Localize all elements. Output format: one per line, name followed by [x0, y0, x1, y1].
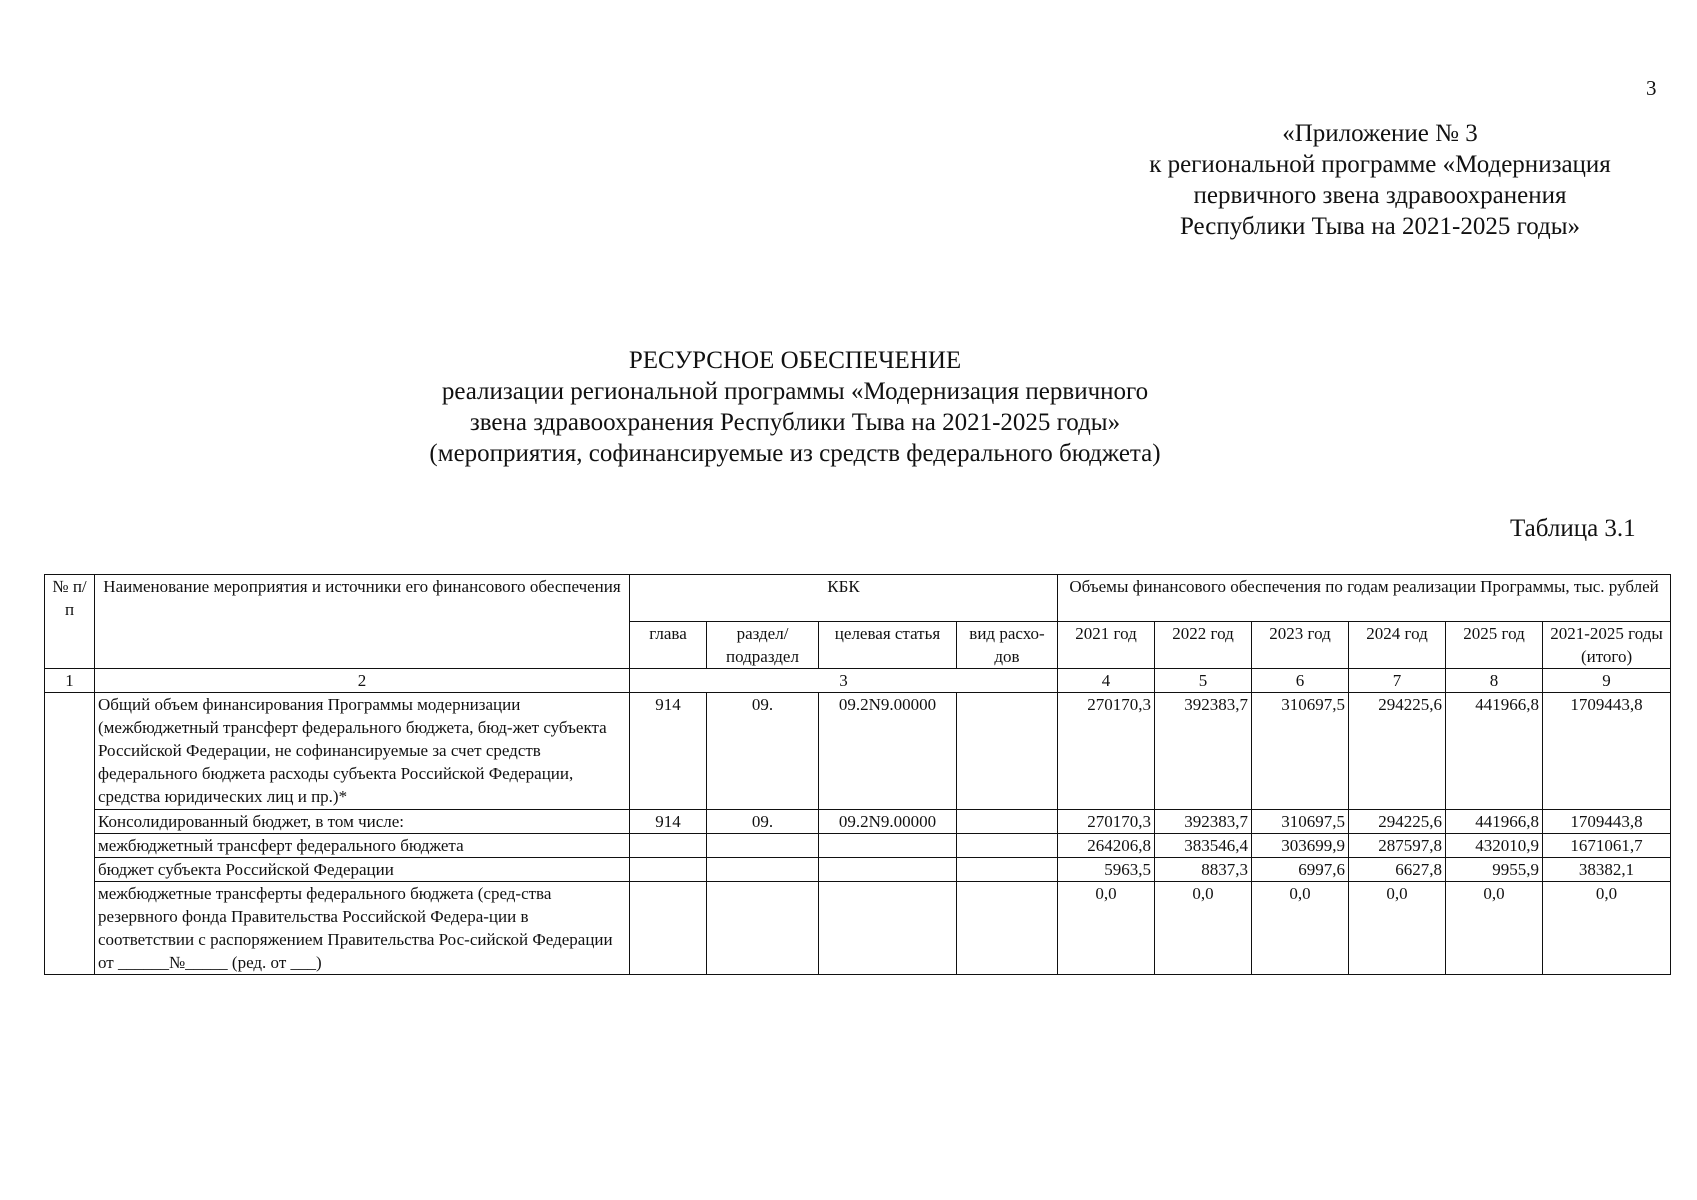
- row-2023: 303699,9: [1252, 834, 1349, 858]
- table-row: [45, 882, 1671, 975]
- title-line: (мероприятия, софинансируемые из средств федерального бюджета): [429, 440, 1161, 467]
- row-total: 1671061,7: [1543, 834, 1671, 858]
- row-celevaya: [819, 858, 957, 882]
- row-2023: 310697,5: [1252, 693, 1349, 810]
- row-razdel: [707, 834, 819, 858]
- row-2021: 270170,3: [1058, 810, 1155, 834]
- row-2025: 432010,9: [1446, 834, 1543, 858]
- header-2022: 2022 год: [1155, 622, 1252, 669]
- header-name: Наименование мероприятия и источники его финансового обеспечения: [95, 575, 630, 669]
- index-cell: 8: [1446, 669, 1543, 693]
- row-razdel: [707, 858, 819, 882]
- header-glava: глава: [630, 622, 707, 669]
- row-2022: 392383,7: [1155, 693, 1252, 810]
- row-razdel: 09.: [707, 693, 819, 810]
- appendix-line: первичного звена здравоохранения: [1193, 182, 1567, 209]
- header-volumes: Объемы финансового обеспечения по годам реализации Программы, тыс. рублей: [1058, 575, 1671, 622]
- row-2023: 310697,5: [1252, 810, 1349, 834]
- index-cell: 2: [95, 669, 630, 693]
- header-celevaya: целевая статья: [819, 622, 957, 669]
- index-cell: 9: [1543, 669, 1671, 693]
- page-number: 3: [1646, 76, 1657, 100]
- title-line: РЕСУРСНОЕ ОБЕСПЕЧЕНИЕ: [628, 347, 962, 374]
- row-2024: 0,0: [1349, 882, 1446, 975]
- row-2022: 8837,3: [1155, 858, 1252, 882]
- table-row: [45, 834, 1671, 858]
- header-2025: 2025 год: [1446, 622, 1543, 669]
- row-name: Консолидированный бюджет, в том числе:: [95, 810, 630, 834]
- appendix-line: Республики Тыва на 2021-2025 годы»: [1179, 213, 1581, 240]
- row-name: бюджет субъекта Российской Федерации: [95, 858, 630, 882]
- index-cell: 4: [1058, 669, 1155, 693]
- header-row: [45, 575, 1671, 622]
- index-cell: 5: [1155, 669, 1252, 693]
- row-name: Общий объем финансирования Программы модернизации (межбюджетный трансферт федерального бюджета, бюд-жет субъекта Российской Федерации, не софинансируемые за счет средств федерального бюджета расходы субъекта Российской Федерации, средства юридических лиц и пр.)*: [95, 693, 630, 810]
- table-row: [45, 858, 1671, 882]
- row-2021: 264206,8: [1058, 834, 1155, 858]
- row-glava: 914: [630, 693, 707, 810]
- row-2023: 0,0: [1252, 882, 1349, 975]
- row-celevaya: 09.2N9.00000: [819, 693, 957, 810]
- row-2022: 383546,4: [1155, 834, 1252, 858]
- row-razdel: 09.: [707, 810, 819, 834]
- header-total: 2021-2025 годы (итого): [1543, 622, 1671, 669]
- row-name: межбюджетный трансферт федерального бюджета: [95, 834, 630, 858]
- header-2021: 2021 год: [1058, 622, 1155, 669]
- row-2021: 0,0: [1058, 882, 1155, 975]
- row-total: 1709443,8: [1543, 810, 1671, 834]
- row-glava: 914: [630, 810, 707, 834]
- header-razdel: раздел/ подраздел: [707, 622, 819, 669]
- header-2024: 2024 год: [1349, 622, 1446, 669]
- row-glava: [630, 834, 707, 858]
- row-2025: 9955,9: [1446, 858, 1543, 882]
- row-glava: [630, 882, 707, 975]
- title-line: звена здравоохранения Республики Тыва на 2021-2025 годы»: [469, 409, 1121, 436]
- row-vid: [957, 858, 1058, 882]
- row-celevaya: 09.2N9.00000: [819, 810, 957, 834]
- row-2024: 294225,6: [1349, 810, 1446, 834]
- index-cell: 3: [630, 669, 1058, 693]
- row-num-cell: [45, 693, 95, 975]
- row-2024: 294225,6: [1349, 693, 1446, 810]
- row-total: 38382,1: [1543, 858, 1671, 882]
- row-2025: 441966,8: [1446, 810, 1543, 834]
- row-celevaya: [819, 834, 957, 858]
- table-label: Таблица 3.1: [1510, 515, 1636, 542]
- row-2022: 0,0: [1155, 882, 1252, 975]
- row-2022: 392383,7: [1155, 810, 1252, 834]
- row-total: 1709443,8: [1543, 693, 1671, 810]
- row-2023: 6997,6: [1252, 858, 1349, 882]
- header-vid: вид расхо- дов: [957, 622, 1058, 669]
- row-2024: 287597,8: [1349, 834, 1446, 858]
- row-total: 0,0: [1543, 882, 1671, 975]
- row-2025: 0,0: [1446, 882, 1543, 975]
- row-2024: 6627,8: [1349, 858, 1446, 882]
- table-row: [45, 693, 1671, 810]
- index-cell: 7: [1349, 669, 1446, 693]
- row-celevaya: [819, 882, 957, 975]
- appendix-line: к региональной программе «Модернизация: [1149, 151, 1611, 178]
- row-vid: [957, 834, 1058, 858]
- table-row: [45, 810, 1671, 834]
- header-2023: 2023 год: [1252, 622, 1349, 669]
- header-num: № п/п: [45, 575, 95, 669]
- appendix-line: «Приложение № 3: [1282, 120, 1478, 147]
- title-line: реализации региональной программы «Модернизация первичного: [441, 378, 1149, 405]
- index-cell: 1: [45, 669, 95, 693]
- resources-table: [44, 574, 1671, 975]
- header-kbk: КБК: [630, 575, 1058, 622]
- row-2025: 441966,8: [1446, 693, 1543, 810]
- row-vid: [957, 693, 1058, 810]
- row-vid: [957, 882, 1058, 975]
- index-row: [45, 669, 1671, 693]
- appendix-header: [1110, 118, 1650, 242]
- index-cell: 6: [1252, 669, 1349, 693]
- row-vid: [957, 810, 1058, 834]
- row-2021: 270170,3: [1058, 693, 1155, 810]
- row-glava: [630, 858, 707, 882]
- row-name: межбюджетные трансферты федерального бюджета (сред-ства резервного фонда Правительства Российской Федера-ции в соответствии с распоряжением Правительства Рос-сийской Федерации от ______№_____ (ред. от ___): [95, 882, 630, 975]
- row-razdel: [707, 882, 819, 975]
- document-title: [300, 345, 1290, 469]
- row-2021: 5963,5: [1058, 858, 1155, 882]
